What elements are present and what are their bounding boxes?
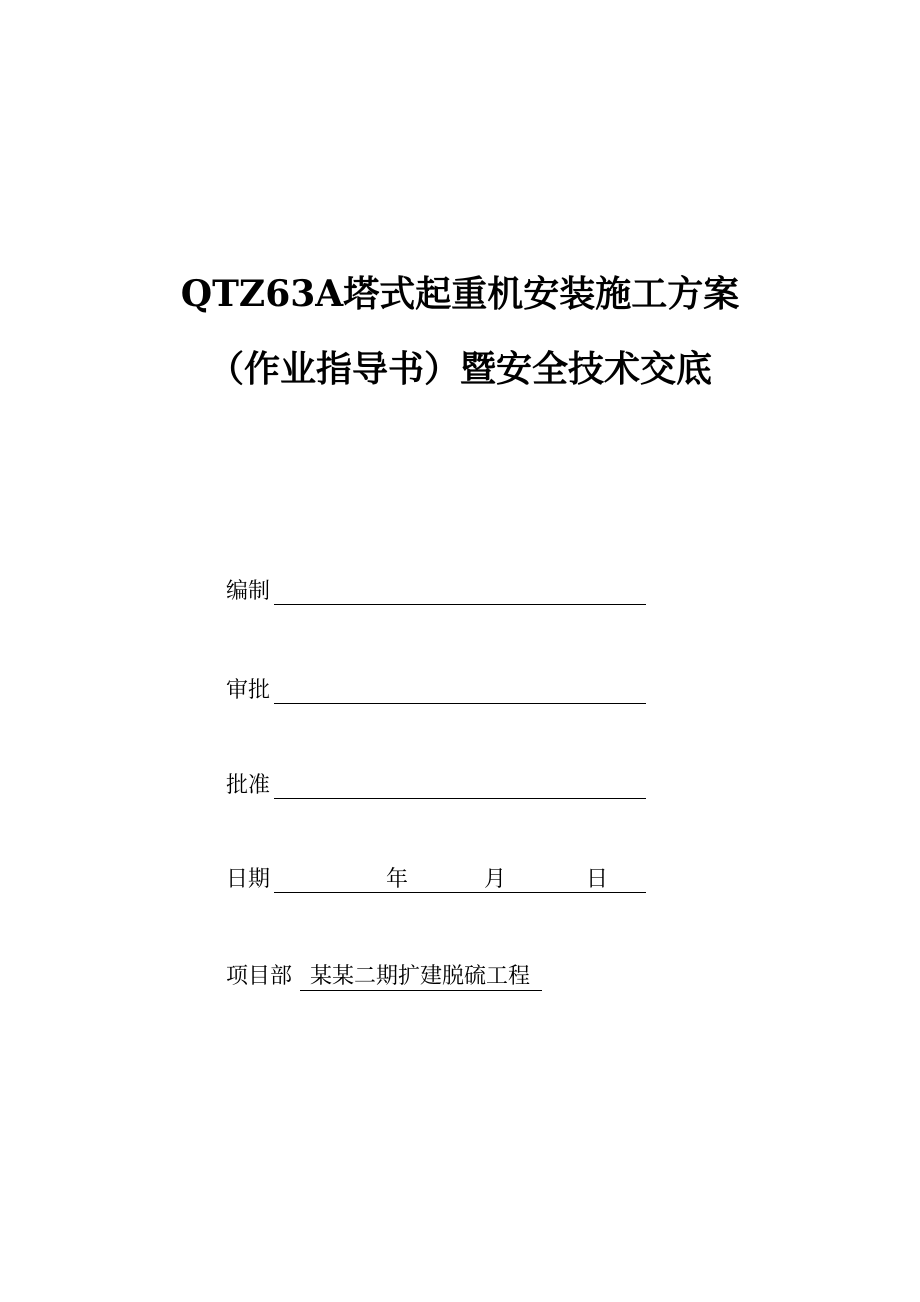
date-year-unit: 年 xyxy=(386,867,409,892)
review-label: 审批 xyxy=(226,678,271,703)
project-label: 项目部 xyxy=(226,964,293,989)
document-title-line-1: QTZ63A塔式起重机安装施工方案 xyxy=(180,273,740,315)
project-name: 某某二期扩建脱硫工程 xyxy=(300,963,542,991)
date-day-unit: 日 xyxy=(586,867,609,892)
review-signature-line xyxy=(274,703,646,704)
compile-signature-line xyxy=(274,604,646,605)
approve-label: 批准 xyxy=(226,773,271,798)
document-title-line-2: （作业指导书）暨安全技术交底 xyxy=(207,348,712,390)
date-label: 日期 xyxy=(226,867,271,892)
date-month-unit: 月 xyxy=(484,867,507,892)
compile-label: 编制 xyxy=(226,579,271,604)
approve-signature-line xyxy=(274,798,646,799)
